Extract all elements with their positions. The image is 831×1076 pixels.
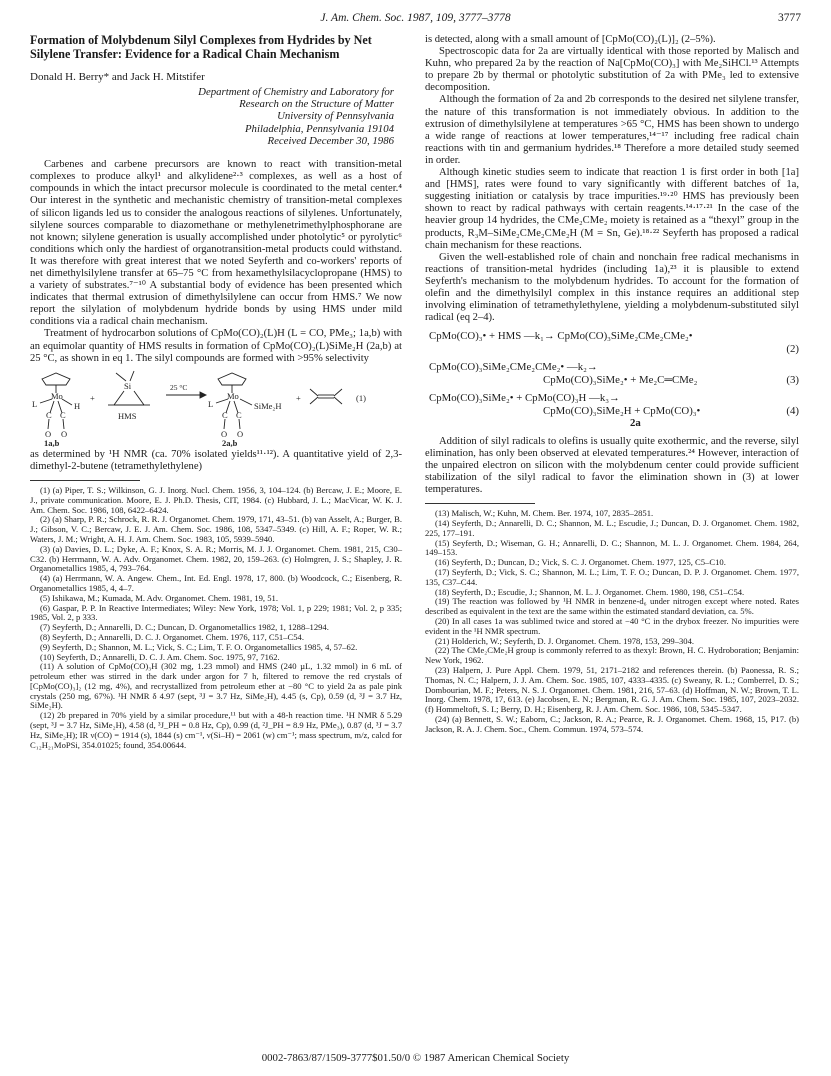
footnote: (8) Seyferth, D.; Annarelli, D. C. J. Organomet. Chem. 1976, 117, C51–C54. [40, 631, 304, 642]
mo-label: Mo [227, 390, 239, 401]
article-title: Formation of Molybdenum Silyl Complexes from Hydrides by Net Silylene Transfer: Evidence for a Radical Chain Mechanism [30, 33, 372, 61]
compound-label-1: 1a,b [44, 437, 60, 447]
cp-ring-icon [42, 373, 70, 385]
footnote: (5) Ishikawa, M.; Kumada, M. Adv. Organomet. Chem. 1981, 19, 51. [40, 592, 278, 603]
carbon-label: C [236, 409, 242, 420]
cp-ring-icon [218, 373, 246, 385]
paragraph-mechanism: Given the well-established role of chain and nonchain free radical mechanisms in reactions of transition-metal hydrides (including 1a),²³ it is plausible to extend Seyferth's mechanism to the molybdenum hydrides. To account for the formation of olefin and the dimethylsilyl complex in this instance requires an additional step involving elimination of tetramethylethylene, yielding a molybdenum-substituted silyl radical (eq 2–4). [425, 251, 799, 324]
footnote: (10) Seyferth, D.; Annarelli, D. C. J. Am. Chem. Soc. 1975, 97, 7162. [40, 651, 280, 662]
footnote: (3) (a) Davies, D. L.; Dyke, A. F.; Knox, S. A. R.; Morris, M. J. J. Organomet. Chem. 1981, 215, C30–C32. (b) Herrmann, W. A. Adv. Organomet. Chem. 1982, 20, 159–263. (c) Holmgren, J. S.; Shapley, J. R. Organometallics 1985, 4, 793–764. [30, 543, 402, 574]
footnote: (21) Holderich, W.; Seyferth, D. J. Organomet. Chem. 1978, 153, 299–304. [435, 635, 695, 646]
affiliation-line: Philadelphia, Pennsylvania 19104 [244, 122, 394, 135]
footnote: (12) 2b prepared in 70% yield by a similar procedure,¹¹ but with a 48-h reaction time. ¹H NMR δ 5.29 (sept, ³J = 3.7 Hz, SiMe₂H), 4.58 (d, ³J_PH = 0.8 Hz, Cp), 0.99 (d, ²J_PH = 8.9 Hz, PMe₃), 0.87 (d, ³J = 3.7 Hz, SiMe₂H); IR ν(CO) = 1914 (s), 1844 (s) cm⁻¹, ν(Si–H) = 2061 (w) cm⁻¹; mass spectrum, m/z, calcd for C₁₂H₂₁MoPSi, 354.01025; found, 354.00644. [30, 710, 402, 750]
authors: Donald H. Berry* and Jack H. Mitstifer [30, 70, 205, 83]
footnote: (17) Seyferth, D.; Vick, S. C.; Shannon, M. L.; Lim, T. F. O.; Duncan, D. P. J. Organomet. Chem. 1977, 135, C37–C44. [425, 567, 799, 587]
reaction-scheme-1 [30, 369, 402, 447]
equation-number: (1) [356, 392, 366, 403]
affiliation-line: University of Pennsylvania [277, 110, 394, 123]
paragraph-silyl-addition: Addition of silyl radicals to olefins is usually quite exothermic, and the reverse, silyl elimination, has only been observed at elevated temperatures.²⁴ However, interaction of the unpaired electron on silicon with the molybdenum center could provide sufficient stabilization of the silyl radical to favor the elimination shown in (3) at lower temperatures. [425, 435, 799, 496]
carbon-label: C [222, 409, 228, 420]
footnote: (7) Seyferth, D.; Annarelli, D. C.; Duncan, D. Organometallics 1982, 1, 1288–1294. [40, 622, 329, 633]
footnotes-right [425, 509, 799, 734]
equation-2-text: CpMo(CO)₃• + HMS —k₁→ CpMo(CO)₃SiMe₂CMe₂CMe₂• [429, 330, 693, 343]
footnote: (13) Malisch, W.; Kuhn, M. Chem. Ber. 1974, 107, 2835–2851. [435, 508, 654, 519]
affiliation-line: Department of Chemistry and Laboratory for [198, 85, 394, 98]
affiliation-line: Research on the Structure of Matter [239, 97, 394, 110]
compound-label-2: 2a,b [222, 437, 238, 447]
paragraph-kinetics: Although kinetic studies seem to indicate that reaction 1 is first order in both [1a] and [HMS], rates were found to vary significantly with different batches of 1a, suggesting initiation or catalysis by trace impurities.¹⁹·²⁰ HMS has previously been shown to react by radical pathways with certain reagents.¹⁴·¹⁷·²¹ In the case of the heavier group 14 hydrides, the CMe₂CMe₂ moiety is retained as a “thexyl” group in the products, R₃M–SiMe₂CMe₂CMe₂H (M = Sn, Ge).¹⁸·²² Seyferth has proposed a radical chain mechanism for these reactions. [425, 167, 799, 251]
carbon-label: C [60, 409, 66, 420]
footnote: (14) Seyferth, D.; Annarelli, D. C.; Shannon, M. L.; Escudie, J.; Duncan, D. J. Organomet. Chem. 1982, 225, 177–191. [425, 518, 799, 538]
ligand-l-label: L [208, 398, 214, 409]
oxygen-label: O [221, 428, 228, 439]
paragraph-treatment: Treatment of hydrocarbon solutions of CpMo(CO)₂(L)H (L = CO, PMe₃; 1a,b) with an equimolar quantity of HMS results in formation of CpMo(CO)₂(L)SiMe₂H (2a,b) at 25 °C, as shown in eq 1. The silyl compounds are formed with >95% selectivity [30, 328, 402, 364]
carbon-label: C [46, 409, 52, 420]
equation-2 [425, 330, 799, 355]
paragraph-nmr: as determined by ¹H NMR (ca. 70% isolated yields¹¹·¹²). A quantitative yield of 2,3-dimethyl-2-butene (tetramethylethylene) [30, 448, 402, 472]
hms-label: HMS [118, 410, 137, 421]
paragraph-intro: Carbenes and carbene precursors are known to react with transition-metal complexes to produce alkyl¹ and alkylidene²·³ complexes, as well as a host of compounds in which the intact precursor molecule is coordinated to the metal center.⁴ Our interest in the synthetic and mechanistic chemistry of transition-metal complexes of silicon ligands led us to consider the analogous reactions of silylenes. Unfortunately, silylene sources comparable to diazomethane or methylenetrimethylphosphorane are not known; silylene generation is usually accomplished under photolytic⁵ or pyrolytic⁶ conditions which only the hardiest of organotransition-metal products could withstand. It was therefore with great interest that we noted Seyferth and co-workers' reports of net dimethylsilylene transfer at 65–75 °C from hexamethylsilacyclopropane (HMS) to a variety of substrates.⁷⁻¹⁰ A substantial body of evidence has been presented which indicates that thermal extrusion of dimethylsilylene can occur from HMS.⁷ We now report the silylation of molybdenum hydride bonds by using HMS under mild conditions via a radical chain mechanism. [30, 159, 402, 328]
equation-3-line1: CpMo(CO)₃SiMe₂CMe₂CMe₂• —k₂→ [429, 361, 598, 374]
footnote: (9) Seyferth, D.; Shannon, M. L.; Vick, S. C.; Lim, T. F. O. Organometallics 1985, 4, 57–62. [40, 641, 358, 652]
received-date: Received December 30, 1986 [267, 134, 394, 147]
plus-sign: + [90, 392, 95, 403]
footnotes-left [30, 486, 402, 751]
paragraph-continued: is detected, along with a small amount of [CpMo(CO)₂(L)]₂ (2–5%). [425, 34, 716, 45]
right-column [425, 34, 799, 735]
mo-label: Mo [51, 390, 63, 401]
plus-sign: + [296, 392, 301, 403]
temperature-label: 25 °C [170, 382, 188, 392]
journal-citation: J. Am. Chem. Soc. 1987, 109, 3777–3778 [320, 12, 511, 24]
footnote: (4) (a) Herrmann, W. A. Angew. Chem., Int. Ed. Engl. 1978, 17, 800. (b) Woodcock, C.; Eisenberg, R. Organometallics 1985, 4, 4–7. [30, 573, 402, 593]
footnote: (6) Gaspar, P. P. In Reactive Intermediates; Wiley: New York, 1978; Vol. 1, p 229; 1981; Vol. 2, p 335; 1985, Vol. 2, p 333. [30, 602, 402, 623]
equation-4-line2: CpMo(CO)₃SiMe₂H + CpMo(CO)₃• [543, 404, 701, 417]
paragraph-silylene-transfer: Although the formation of 2a and 2b corresponds to the desired net silylene transfer, the nature of this transformation is not immediately obvious. In addition to the extrusion of dimethylsilylene at temperatures >65 °C, HMS has been shown to undergo a wide range of reactions at lower temperatures,¹⁴⁻¹⁷ including free radical chain reactions with tin and germanium hydrides.¹⁸ Therefore a more detailed study seemed in order. [425, 94, 799, 166]
footnote: (20) In all cases 1a was sublimed twice and stored at −40 °C in the drybox freezer. No impurities were evident in the ¹H NMR spectrum. [425, 615, 799, 636]
equation-4-line1: CpMo(CO)₃SiMe₂• + CpMo(CO)₃H —k₃→ [429, 392, 620, 405]
hydride-label: H [74, 400, 81, 411]
scheme-drawing [30, 369, 402, 447]
equation-2-number: (2) [786, 342, 799, 355]
ligand-l-label: L [32, 398, 38, 409]
sime2h-label: SiMe₂H [254, 400, 282, 411]
copyright-footer: 0002-7863/87/1509-3777$01.50/0 © 1987 American Chemical Society [261, 1052, 570, 1064]
footnote-rule [30, 480, 140, 481]
footnote: (23) Halpern, J. Pure Appl. Chem. 1979, 51, 2171–2182 and references therein. (b) Paonessa, R. S.; Thomas, N. C.; Halpern, J. J. Am. Chem. Soc. 1985, 107, 4333–4335. (c) Sweany, R. L.; Comberrel, D. S.; Dombourian, M. F.; Peters, N. S. J. Organomet. Chem. 1981, 216, 57–63. (d) Hoffman, N. W.; Brown, T. L. Inorg. Chem. 1978, 17, 613. (e) Jacobsen, E. N.; Bergman, R. G. J. Am. Chem. Soc. 1985, 107, 2023–2032. (f) Hommeltoft, S. I.; Berry, D. H.; Eisenberg, R. J. Am. Chem. Soc. 1986, 108, 5345–5347. [425, 664, 799, 715]
footnote-rule [425, 503, 535, 504]
left-column [30, 34, 402, 750]
footnote: (18) Seyferth, D.; Escudie, J.; Shannon, M. L. J. Organomet. Chem. 1980, 198, C51–C54. [435, 586, 745, 597]
oxygen-label: O [237, 428, 244, 439]
si-label: Si [124, 380, 132, 391]
footnote: (16) Seyferth, D.; Duncan, D.; Vick, S. C. J. Organomet. Chem. 1977, 125, C5–C10. [435, 557, 726, 568]
equation-3-number: (3) [786, 373, 799, 386]
footnote: (2) (a) Sharp, P. R.; Schrock, R. R. J. Organomet. Chem. 1979, 171, 43–51. (b) van Asselt, A.; Burger, B. J.; Gibson, V. C.; Bercaw, J. E. J. Am. Chem. Soc. 1986, 108, 5347–5349. (c) Hill, A. F.; Roper, W. R.; Waters, J. M.; Wright, A. H. J. Am. Chem. Soc. 1983, 105, 5939–5940. [30, 514, 402, 544]
oxygen-label: O [45, 428, 52, 439]
affiliation [30, 86, 402, 147]
equation-4-compound-label: 2a [630, 417, 641, 430]
page-number: 3777 [778, 12, 801, 24]
footnote: (11) A solution of CpMo(CO)₃H (302 mg, 1.23 mmol) and HMS (240 µL, 1.32 mmol) in 6 mL of petroleum ether was stirred in the dark under argon for 7 h, filtered to remove the red crystals of [CpMo(CO)₃]₂ (12 mg, 4%), and recrystallized from petroleum ether at −80 °C to yield 2a as pale pink crystals (250 mg, 67%). ¹H NMR δ 4.97 (sept, ³J = 3.7 Hz, SiMe₂H), 4.45 (s, Cp), 0.59 (d, ³J = 3.7 Hz, SiMe₂H). [30, 661, 402, 711]
oxygen-label: O [61, 428, 68, 439]
running-head [30, 12, 801, 28]
equation-3 [425, 361, 799, 386]
footnote: (22) The CMe₂CMe₂H group is commonly referred to as thexyl: Brown, H. C. Hydroboration; Benjamin: New York, 1962. [425, 645, 799, 666]
paragraph-spectroscopy: Spectroscopic data for 2a are virtually identical with those reported by Malisch and Kuhn, who prepared 2a by the reaction of Na[CpMo(CO)₃] with Me₂SiHCl.¹³ Attempts to prepare 2b by thermal or photolytic substitution of 2a with PMe₃ led to extensive decomposition. [425, 46, 799, 94]
footnote: (19) The reaction was followed by ¹H NMR in benzene-d₆ under nitrogen except where noted. Rates described as equivalent in the text are the same within the estimated standard deviation, ca. 5%. [425, 596, 799, 617]
equation-4-number: (4) [786, 404, 799, 417]
footnote: (15) Seyferth, D.; Wiseman, G. H.; Annarelli, D. C.; Shannon, M. L. J. Organomet. Chem. 1984, 264, 149–153. [425, 537, 799, 558]
equation-4 [425, 392, 799, 430]
footnote: (24) (a) Bennett, S. W.; Eaborn, C.; Jackson, R. A.; Pearce, R. J. Organomet. Chem. 1968, 15, P17. (b) Jackson, R. A. J. Chem. Soc., Chem. Commun. 1974, 573–574. [425, 713, 799, 734]
footnote: (1) (a) Piper, T. S.; Wilkinson, G. J. Inorg. Nucl. Chem. 1956, 3, 104–124. (b) Bercaw, J. E.; Moore, E. J., private communication. Moore, E. J. Ph.D. Thesis, CIT, 1984. (c) Hubbard, J. L.; MacVicar, W. K. J. Am. Chem. Soc. 1986, 108, 6422–6424. [30, 484, 402, 515]
equation-3-line2: CpMo(CO)₃SiMe₂• + Me₂C═CMe₂ [543, 373, 698, 386]
